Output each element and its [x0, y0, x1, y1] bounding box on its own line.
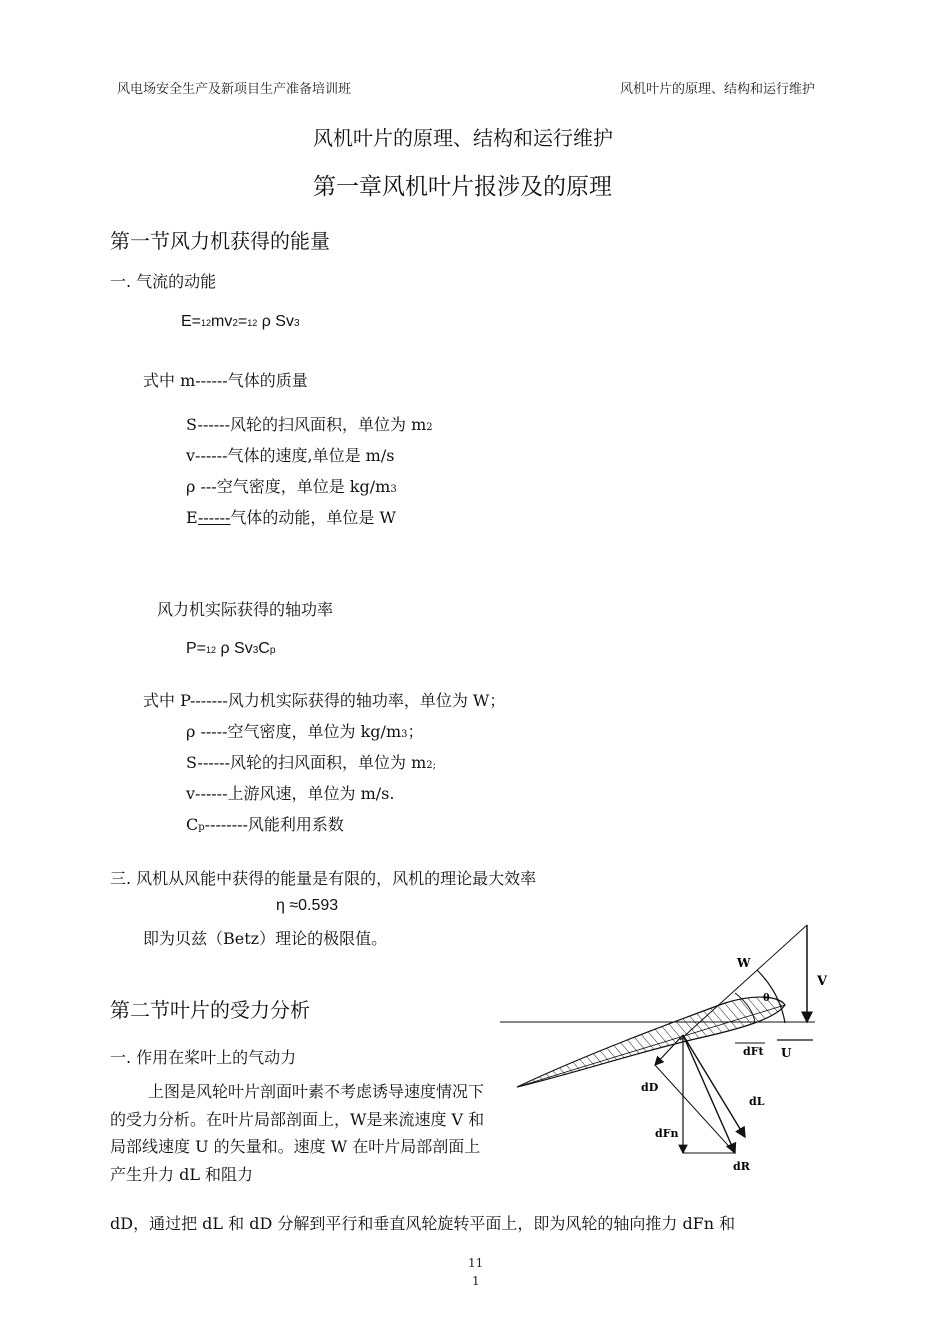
airfoil-section	[517, 997, 785, 1087]
chapter-title: 第一章风机叶片报涉及的原理	[313, 174, 612, 200]
definition-cp: Cp--------风能利用系数	[186, 815, 344, 834]
definition-v-2: v------上游风速，单位为 m/s.	[186, 784, 395, 803]
page-subnumber: 1	[472, 1274, 480, 1288]
header-right: 风机叶片的原理、结构和运行维护	[620, 82, 816, 97]
betz-limit-note: 即为贝兹（Betz）理论的极限值。	[143, 929, 388, 948]
where-clause-2: 式中 P-------风力机实际获得的轴功率，单位为 W；	[143, 691, 506, 710]
definition-s-2: S------风轮的扫风面积，单位为 m2;	[186, 753, 436, 772]
blade-force-diagram	[495, 915, 835, 1180]
power-formula: P=12 ρ Sv3Cp	[186, 640, 276, 657]
force-analysis-last-line: dD，通过把 dL 和 dD 分解到平行和垂直风轮旋转平面上，即为风轮的轴向推力 dFn 和	[110, 1214, 736, 1233]
definition-e: E------气体的动能，单位是 W	[186, 508, 396, 527]
definition-rho: ρ ---空气密度，单位是 kg/m3	[186, 477, 397, 496]
label-dl: dL	[749, 1095, 765, 1108]
betz-efficiency: η ≈0.593	[276, 897, 339, 914]
page-number: 11	[468, 1256, 484, 1270]
where-clause-1: 式中 m------气体的质量	[143, 371, 308, 390]
definition-v: v------气体的速度,单位是 m/s	[186, 446, 395, 465]
section-2-title: 第二节叶片的受力分析	[110, 998, 310, 1022]
label-dfn: dFn	[655, 1127, 679, 1140]
lift-vector	[683, 1035, 745, 1137]
shaft-power-heading: 风力机实际获得的轴功率	[157, 600, 334, 619]
label-u: U	[781, 1046, 792, 1060]
label-v: V	[817, 974, 828, 989]
force-analysis-paragraph: 上图是风轮叶片剖面叶素不考虑诱导速度情况下的受力分析。在叶片局部剖面上，W是来流速度 V 和局部线速度 U 的矢量和。速度 W 在叶片局部剖面上产生升力 dL 和阻力	[110, 1082, 485, 1184]
definition-rho-2: ρ -----空气密度，单位为 kg/m3；	[186, 722, 424, 741]
label-theta: θ	[763, 993, 770, 1004]
section-1-item-1: 一. 气流的动能	[110, 272, 217, 291]
section-1-item-3: 三. 风机从风能中获得的能量是有限的，风机的理论最大效率	[110, 869, 537, 888]
label-dft: dFt	[743, 1045, 764, 1058]
label-w: W	[737, 956, 751, 970]
definition-s: S------风轮的扫风面积，单位为 m2	[186, 415, 433, 434]
label-dr: dR	[733, 1160, 750, 1173]
section-2-item-1: 一. 作用在桨叶上的气动力	[110, 1048, 297, 1067]
resultant-vector	[683, 1035, 735, 1153]
section-1-title: 第一节风力机获得的能量	[110, 229, 330, 253]
kinetic-energy-formula: E=12mv2=12 ρ Sv3	[181, 313, 300, 330]
label-dd: dD	[641, 1081, 659, 1094]
header-left: 风电场安全生产及新项目生产准备培训班	[117, 82, 352, 97]
document-title: 风机叶片的原理、结构和运行维护	[313, 126, 613, 150]
